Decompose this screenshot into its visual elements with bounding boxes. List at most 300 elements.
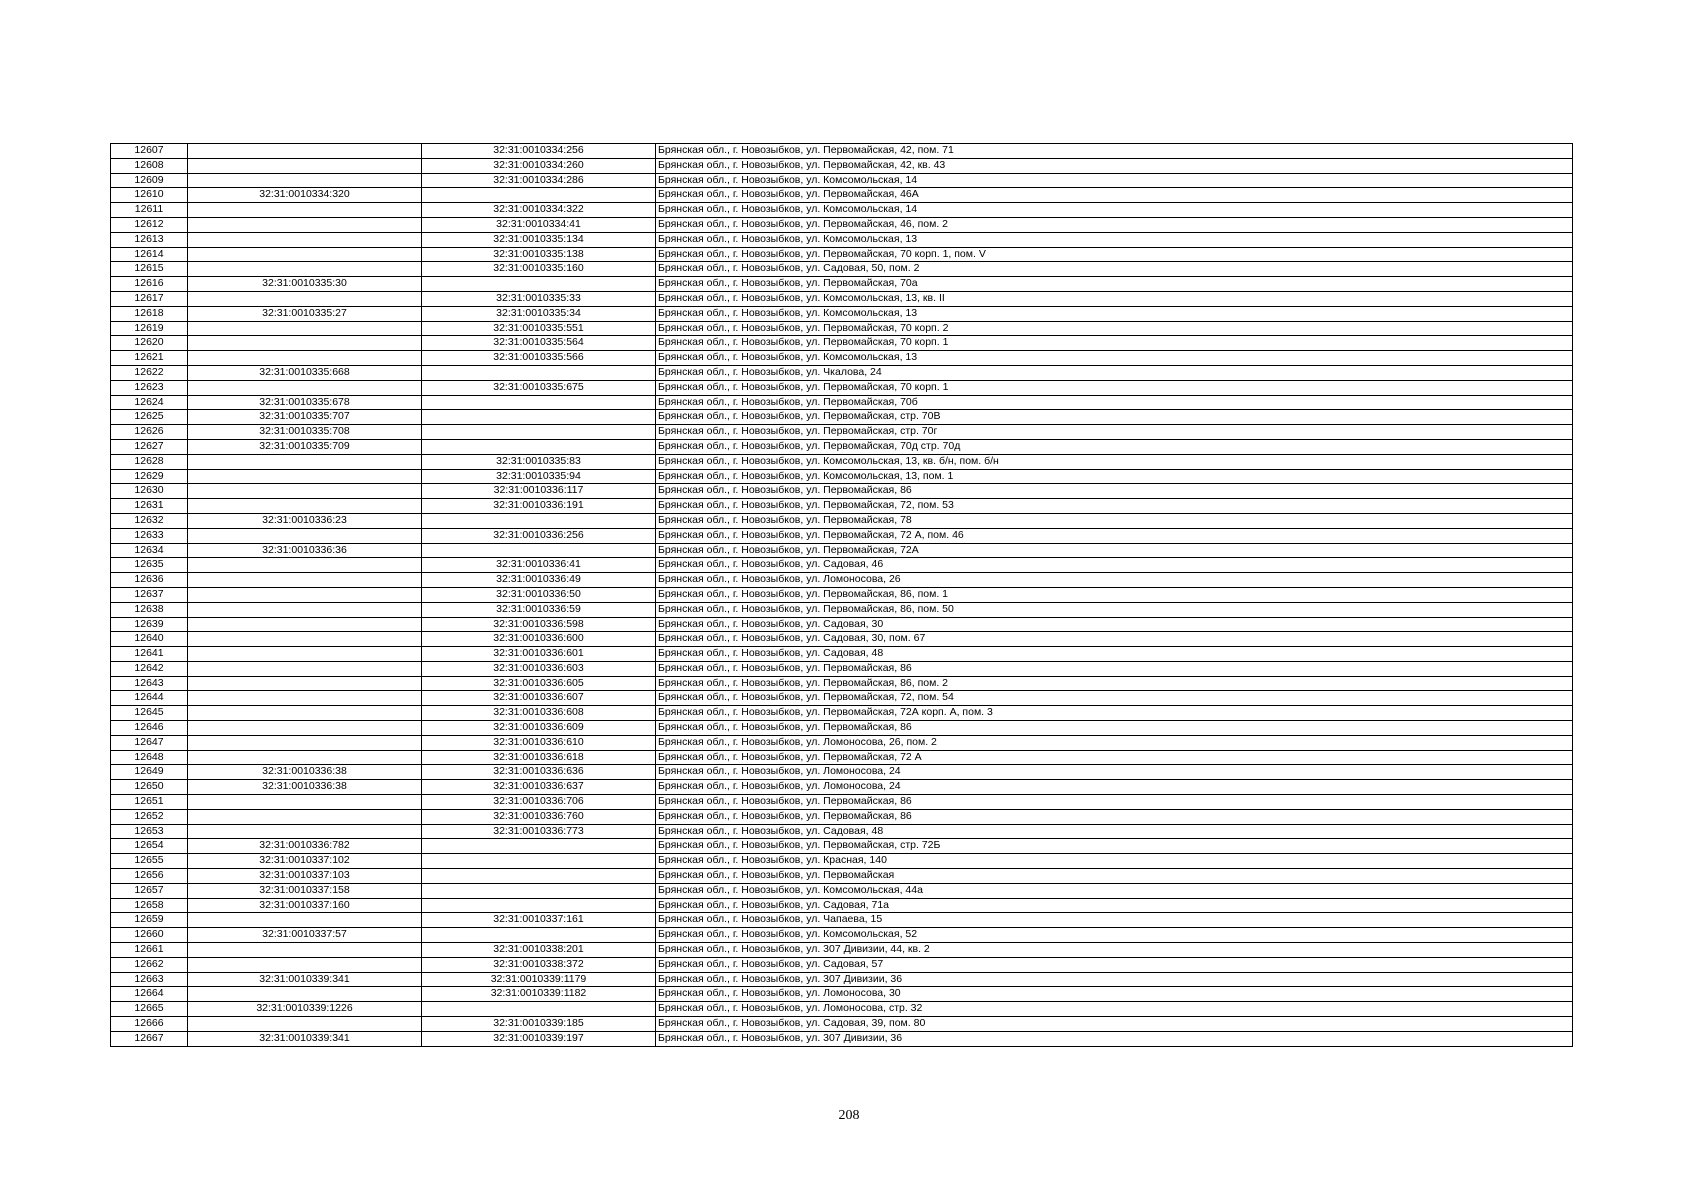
- table-row: [111, 602, 1573, 617]
- cadastral-number-cell: [188, 987, 422, 1002]
- row-number-cell: 12623: [111, 380, 188, 395]
- object-cadastral-number-cell: 32:31:0010334:256: [422, 144, 656, 159]
- cadastral-number-cell: [188, 647, 422, 662]
- table-row: [111, 1017, 1573, 1032]
- object-cadastral-number-cell: 32:31:0010334:41: [422, 217, 656, 232]
- cadastral-table: [110, 143, 1573, 1047]
- address-cell: Брянская обл., г. Новозыбков, ул. Первомайская, 86: [656, 809, 1573, 824]
- object-cadastral-number-cell: 32:31:0010336:601: [422, 647, 656, 662]
- cadastral-number-cell: [188, 351, 422, 366]
- table-row: [111, 262, 1573, 277]
- row-number-cell: 12656: [111, 869, 188, 884]
- address-cell: Брянская обл., г. Новозыбков, ул. Первомайская, 70б: [656, 395, 1573, 410]
- cadastral-number-cell: [188, 706, 422, 721]
- table-row: [111, 721, 1573, 736]
- row-number-cell: 12652: [111, 809, 188, 824]
- address-cell: Брянская обл., г. Новозыбков, ул. Садовая, 71а: [656, 898, 1573, 913]
- address-cell: Брянская обл., г. Новозыбков, ул. Ломоносова, стр. 32: [656, 1002, 1573, 1017]
- object-cadastral-number-cell: 32:31:0010336:41: [422, 558, 656, 573]
- object-cadastral-number-cell: 32:31:0010335:566: [422, 351, 656, 366]
- address-cell: Брянская обл., г. Новозыбков, ул. Комсомольская, 13, кв. II: [656, 291, 1573, 306]
- row-number-cell: 12625: [111, 410, 188, 425]
- row-number-cell: 12612: [111, 217, 188, 232]
- object-cadastral-number-cell: 32:31:0010334:286: [422, 173, 656, 188]
- object-cadastral-number-cell: [422, 425, 656, 440]
- table-row: [111, 513, 1573, 528]
- cadastral-number-cell: [188, 232, 422, 247]
- object-cadastral-number-cell: 32:31:0010336:59: [422, 602, 656, 617]
- row-number-cell: 12638: [111, 602, 188, 617]
- row-number-cell: 12635: [111, 558, 188, 573]
- object-cadastral-number-cell: [422, 188, 656, 203]
- object-cadastral-number-cell: 32:31:0010336:760: [422, 809, 656, 824]
- object-cadastral-number-cell: [422, 439, 656, 454]
- object-cadastral-number-cell: [422, 513, 656, 528]
- row-number-cell: 12651: [111, 795, 188, 810]
- table-row: [111, 987, 1573, 1002]
- object-cadastral-number-cell: 32:31:0010336:618: [422, 750, 656, 765]
- cadastral-number-cell: [188, 691, 422, 706]
- row-number-cell: 12648: [111, 750, 188, 765]
- row-number-cell: 12610: [111, 188, 188, 203]
- table-row: [111, 410, 1573, 425]
- table-row: [111, 291, 1573, 306]
- cadastral-number-cell: [188, 262, 422, 277]
- object-cadastral-number-cell: 32:31:0010335:33: [422, 291, 656, 306]
- table-row: [111, 484, 1573, 499]
- address-cell: Брянская обл., г. Новозыбков, ул. Чапаева, 15: [656, 913, 1573, 928]
- table-row: [111, 928, 1573, 943]
- object-cadastral-number-cell: 32:31:0010336:49: [422, 573, 656, 588]
- table-row: [111, 839, 1573, 854]
- address-cell: Брянская обл., г. Новозыбков, ул. Первомайская, 72А: [656, 543, 1573, 558]
- cadastral-number-cell: 32:31:0010336:23: [188, 513, 422, 528]
- address-cell: Брянская обл., г. Новозыбков, ул. 307 Дивизии, 36: [656, 1031, 1573, 1046]
- cadastral-number-cell: [188, 158, 422, 173]
- row-number-cell: 12640: [111, 632, 188, 647]
- object-cadastral-number-cell: [422, 395, 656, 410]
- row-number-cell: 12632: [111, 513, 188, 528]
- row-number-cell: 12642: [111, 661, 188, 676]
- address-cell: Брянская обл., г. Новозыбков, ул. Первомайская, стр. 70г: [656, 425, 1573, 440]
- address-cell: Брянская обл., г. Новозыбков, ул. Ломоносова, 30: [656, 987, 1573, 1002]
- row-number-cell: 12617: [111, 291, 188, 306]
- object-cadastral-number-cell: 32:31:0010336:636: [422, 765, 656, 780]
- cadastral-number-cell: 32:31:0010336:782: [188, 839, 422, 854]
- cadastral-number-cell: 32:31:0010337:103: [188, 869, 422, 884]
- row-number-cell: 12655: [111, 854, 188, 869]
- cadastral-number-cell: [188, 217, 422, 232]
- row-number-cell: 12621: [111, 351, 188, 366]
- object-cadastral-number-cell: [422, 854, 656, 869]
- row-number-cell: 12650: [111, 780, 188, 795]
- table-row: [111, 632, 1573, 647]
- table-row: [111, 351, 1573, 366]
- cadastral-number-cell: 32:31:0010335:27: [188, 306, 422, 321]
- address-cell: Брянская обл., г. Новозыбков, ул. Комсомольская, 13, пом. 1: [656, 469, 1573, 484]
- object-cadastral-number-cell: [422, 869, 656, 884]
- address-cell: Брянская обл., г. Новозыбков, ул. Первомайская, 70 корп. 2: [656, 321, 1573, 336]
- cadastral-number-cell: [188, 203, 422, 218]
- cadastral-number-cell: [188, 1017, 422, 1032]
- cadastral-number-cell: [188, 528, 422, 543]
- address-cell: Брянская обл., г. Новозыбков, ул. Первомайская, 46, пом. 2: [656, 217, 1573, 232]
- object-cadastral-number-cell: 32:31:0010335:94: [422, 469, 656, 484]
- table-row: [111, 869, 1573, 884]
- cadastral-number-cell: 32:31:0010339:1226: [188, 1002, 422, 1017]
- object-cadastral-number-cell: 32:31:0010339:197: [422, 1031, 656, 1046]
- table-row: [111, 306, 1573, 321]
- row-number-cell: 12614: [111, 247, 188, 262]
- cadastral-number-cell: [188, 558, 422, 573]
- row-number-cell: 12664: [111, 987, 188, 1002]
- address-cell: Брянская обл., г. Новозыбков, ул. Первомайская, 70а: [656, 277, 1573, 292]
- table-row: [111, 425, 1573, 440]
- address-cell: Брянская обл., г. Новозыбков, ул. Первомайская, стр. 72Б: [656, 839, 1573, 854]
- row-number-cell: 12627: [111, 439, 188, 454]
- table-row: [111, 1002, 1573, 1017]
- cadastral-number-cell: [188, 336, 422, 351]
- object-cadastral-number-cell: 32:31:0010336:706: [422, 795, 656, 810]
- table-row: [111, 144, 1573, 159]
- address-cell: Брянская обл., г. Новозыбков, ул. Первомайская, 70д стр. 70д: [656, 439, 1573, 454]
- address-cell: Брянская обл., г. Новозыбков, ул. Комсомольская, 44а: [656, 883, 1573, 898]
- object-cadastral-number-cell: 32:31:0010336:610: [422, 735, 656, 750]
- cadastral-number-cell: [188, 809, 422, 824]
- cadastral-number-cell: [188, 454, 422, 469]
- object-cadastral-number-cell: 32:31:0010336:608: [422, 706, 656, 721]
- address-cell: Брянская обл., г. Новозыбков, ул. Садовая, 50, пом. 2: [656, 262, 1573, 277]
- table-row: [111, 543, 1573, 558]
- object-cadastral-number-cell: 32:31:0010336:600: [422, 632, 656, 647]
- cadastral-number-cell: 32:31:0010335:708: [188, 425, 422, 440]
- address-cell: Брянская обл., г. Новозыбков, ул. Садовая, 48: [656, 824, 1573, 839]
- row-number-cell: 12607: [111, 144, 188, 159]
- table-row: [111, 750, 1573, 765]
- cadastral-number-cell: 32:31:0010337:158: [188, 883, 422, 898]
- table-row: [111, 943, 1573, 958]
- cadastral-number-cell: [188, 632, 422, 647]
- cadastral-number-cell: 32:31:0010336:38: [188, 765, 422, 780]
- row-number-cell: 12659: [111, 913, 188, 928]
- table-row: [111, 795, 1573, 810]
- address-cell: Брянская обл., г. Новозыбков, ул. Первомайская, стр. 70В: [656, 410, 1573, 425]
- table-row: [111, 809, 1573, 824]
- row-number-cell: 12663: [111, 972, 188, 987]
- row-number-cell: 12653: [111, 824, 188, 839]
- object-cadastral-number-cell: 32:31:0010336:256: [422, 528, 656, 543]
- table-row: [111, 573, 1573, 588]
- address-cell: Брянская обл., г. Новозыбков, ул. Первомайская, 72, пом. 53: [656, 499, 1573, 514]
- cadastral-number-cell: [188, 484, 422, 499]
- cadastral-number-cell: [188, 247, 422, 262]
- table-row: [111, 321, 1573, 336]
- address-cell: Брянская обл., г. Новозыбков, ул. Первомайская: [656, 869, 1573, 884]
- cadastral-number-cell: 32:31:0010339:341: [188, 972, 422, 987]
- cadastral-number-cell: [188, 735, 422, 750]
- object-cadastral-number-cell: 32:31:0010336:605: [422, 676, 656, 691]
- address-cell: Брянская обл., г. Новозыбков, ул. Комсомольская, 13: [656, 351, 1573, 366]
- row-number-cell: 12616: [111, 277, 188, 292]
- table-row: [111, 380, 1573, 395]
- address-cell: Брянская обл., г. Новозыбков, ул. Первомайская, 72, пом. 54: [656, 691, 1573, 706]
- address-cell: Брянская обл., г. Новозыбков, ул. Садовая, 30: [656, 617, 1573, 632]
- address-cell: Брянская обл., г. Новозыбков, ул. Первомайская, 70 корп. 1, пом. V: [656, 247, 1573, 262]
- object-cadastral-number-cell: 32:31:0010339:1179: [422, 972, 656, 987]
- address-cell: Брянская обл., г. Новозыбков, ул. Комсомольская, 14: [656, 173, 1573, 188]
- row-number-cell: 12628: [111, 454, 188, 469]
- table-row: [111, 188, 1573, 203]
- cadastral-number-cell: 32:31:0010335:707: [188, 410, 422, 425]
- address-cell: Брянская обл., г. Новозыбков, ул. 307 Дивизии, 44, кв. 2: [656, 943, 1573, 958]
- table-row: [111, 661, 1573, 676]
- cadastral-number-cell: [188, 721, 422, 736]
- address-cell: Брянская обл., г. Новозыбков, ул. Первомайская, 86, пом. 50: [656, 602, 1573, 617]
- object-cadastral-number-cell: 32:31:0010335:83: [422, 454, 656, 469]
- address-cell: Брянская обл., г. Новозыбков, ул. Первомайская, 42, кв. 43: [656, 158, 1573, 173]
- cadastral-number-cell: 32:31:0010335:678: [188, 395, 422, 410]
- table-row: [111, 217, 1573, 232]
- address-cell: Брянская обл., г. Новозыбков, ул. Первомайская, 86: [656, 661, 1573, 676]
- cadastral-number-cell: 32:31:0010334:320: [188, 188, 422, 203]
- table-row: [111, 824, 1573, 839]
- cadastral-number-cell: 32:31:0010336:38: [188, 780, 422, 795]
- table-row: [111, 1031, 1573, 1046]
- address-cell: Брянская обл., г. Новозыбков, ул. Первомайская, 86, пом. 1: [656, 587, 1573, 602]
- table-row: [111, 395, 1573, 410]
- row-number-cell: 12624: [111, 395, 188, 410]
- address-cell: Брянская обл., г. Новозыбков, ул. Первомайская, 86: [656, 484, 1573, 499]
- table-row: [111, 676, 1573, 691]
- row-number-cell: 12631: [111, 499, 188, 514]
- object-cadastral-number-cell: [422, 1002, 656, 1017]
- row-number-cell: 12626: [111, 425, 188, 440]
- address-cell: Брянская обл., г. Новозыбков, ул. Чкалова, 24: [656, 365, 1573, 380]
- table-row: [111, 439, 1573, 454]
- cadastral-number-cell: [188, 617, 422, 632]
- table-row: [111, 972, 1573, 987]
- object-cadastral-number-cell: 32:31:0010338:372: [422, 957, 656, 972]
- object-cadastral-number-cell: [422, 543, 656, 558]
- object-cadastral-number-cell: 32:31:0010334:322: [422, 203, 656, 218]
- table-row: [111, 957, 1573, 972]
- object-cadastral-number-cell: [422, 839, 656, 854]
- object-cadastral-number-cell: 32:31:0010336:773: [422, 824, 656, 839]
- cadastral-number-cell: [188, 957, 422, 972]
- row-number-cell: 12634: [111, 543, 188, 558]
- table-row: [111, 647, 1573, 662]
- row-number-cell: 12666: [111, 1017, 188, 1032]
- address-cell: Брянская обл., г. Новозыбков, ул. Садовая, 39, пом. 80: [656, 1017, 1573, 1032]
- object-cadastral-number-cell: [422, 277, 656, 292]
- row-number-cell: 12629: [111, 469, 188, 484]
- object-cadastral-number-cell: 32:31:0010339:1182: [422, 987, 656, 1002]
- address-cell: Брянская обл., г. Новозыбков, ул. Первомайская, 70 корп. 1: [656, 380, 1573, 395]
- address-cell: Брянская обл., г. Новозыбков, ул. Садовая, 30, пом. 67: [656, 632, 1573, 647]
- row-number-cell: 12660: [111, 928, 188, 943]
- object-cadastral-number-cell: 32:31:0010335:160: [422, 262, 656, 277]
- page-number: 208: [838, 1108, 860, 1123]
- table-row: [111, 617, 1573, 632]
- table-row: [111, 232, 1573, 247]
- cadastral-number-cell: [188, 676, 422, 691]
- object-cadastral-number-cell: [422, 883, 656, 898]
- table-row: [111, 913, 1573, 928]
- table-row: [111, 528, 1573, 543]
- object-cadastral-number-cell: 32:31:0010336:598: [422, 617, 656, 632]
- object-cadastral-number-cell: [422, 365, 656, 380]
- row-number-cell: 12645: [111, 706, 188, 721]
- row-number-cell: 12667: [111, 1031, 188, 1046]
- table-row: [111, 706, 1573, 721]
- table-row: [111, 558, 1573, 573]
- object-cadastral-number-cell: 32:31:0010336:637: [422, 780, 656, 795]
- table-row: [111, 365, 1573, 380]
- address-cell: Брянская обл., г. Новозыбков, ул. Первомайская, 46А: [656, 188, 1573, 203]
- object-cadastral-number-cell: 32:31:0010335:564: [422, 336, 656, 351]
- row-number-cell: 12661: [111, 943, 188, 958]
- table-row: [111, 883, 1573, 898]
- cadastral-number-cell: [188, 943, 422, 958]
- table-row: [111, 691, 1573, 706]
- address-cell: Брянская обл., г. Новозыбков, ул. Красная, 140: [656, 854, 1573, 869]
- row-number-cell: 12633: [111, 528, 188, 543]
- object-cadastral-number-cell: 32:31:0010334:260: [422, 158, 656, 173]
- cadastral-number-cell: [188, 573, 422, 588]
- object-cadastral-number-cell: 32:31:0010339:185: [422, 1017, 656, 1032]
- address-cell: Брянская обл., г. Новозыбков, ул. Садовая, 46: [656, 558, 1573, 573]
- row-number-cell: 12646: [111, 721, 188, 736]
- cadastral-number-cell: [188, 661, 422, 676]
- row-number-cell: 12649: [111, 765, 188, 780]
- address-cell: Брянская обл., г. Новозыбков, ул. Первомайская, 86, пом. 2: [656, 676, 1573, 691]
- address-cell: Брянская обл., г. Новозыбков, ул. Комсомольская, 52: [656, 928, 1573, 943]
- address-cell: Брянская обл., г. Новозыбков, ул. Первомайская, 72 А: [656, 750, 1573, 765]
- object-cadastral-number-cell: 32:31:0010335:134: [422, 232, 656, 247]
- table-row: [111, 247, 1573, 262]
- object-cadastral-number-cell: 32:31:0010336:603: [422, 661, 656, 676]
- object-cadastral-number-cell: [422, 410, 656, 425]
- cadastral-number-cell: [188, 499, 422, 514]
- cadastral-number-cell: [188, 321, 422, 336]
- cadastral-number-cell: [188, 291, 422, 306]
- object-cadastral-number-cell: 32:31:0010336:607: [422, 691, 656, 706]
- row-number-cell: 12620: [111, 336, 188, 351]
- table-row: [111, 173, 1573, 188]
- table-row: [111, 780, 1573, 795]
- row-number-cell: 12657: [111, 883, 188, 898]
- address-cell: Брянская обл., г. Новозыбков, ул. Первомайская, 86: [656, 721, 1573, 736]
- address-cell: Брянская обл., г. Новозыбков, ул. Ломоносова, 24: [656, 765, 1573, 780]
- address-cell: Брянская обл., г. Новозыбков, ул. Садовая, 48: [656, 647, 1573, 662]
- object-cadastral-number-cell: 32:31:0010335:675: [422, 380, 656, 395]
- cadastral-number-cell: [188, 913, 422, 928]
- table-row: [111, 454, 1573, 469]
- address-cell: Брянская обл., г. Новозыбков, ул. Ломоносова, 24: [656, 780, 1573, 795]
- row-number-cell: 12662: [111, 957, 188, 972]
- address-cell: Брянская обл., г. Новозыбков, ул. Первомайская, 78: [656, 513, 1573, 528]
- cadastral-number-cell: [188, 469, 422, 484]
- row-number-cell: 12643: [111, 676, 188, 691]
- row-number-cell: 12639: [111, 617, 188, 632]
- address-cell: Брянская обл., г. Новозыбков, ул. Садовая, 57: [656, 957, 1573, 972]
- address-cell: Брянская обл., г. Новозыбков, ул. Первомайская, 42, пом. 71: [656, 144, 1573, 159]
- address-cell: Брянская обл., г. Новозыбков, ул. Первомайская, 86: [656, 795, 1573, 810]
- object-cadastral-number-cell: [422, 928, 656, 943]
- cadastral-number-cell: 32:31:0010337:102: [188, 854, 422, 869]
- table-row: [111, 898, 1573, 913]
- table-body: [111, 144, 1573, 1047]
- row-number-cell: 12665: [111, 1002, 188, 1017]
- row-number-cell: 12611: [111, 203, 188, 218]
- cadastral-number-cell: 32:31:0010335:30: [188, 277, 422, 292]
- row-number-cell: 12637: [111, 587, 188, 602]
- cadastral-number-cell: [188, 380, 422, 395]
- object-cadastral-number-cell: 32:31:0010338:201: [422, 943, 656, 958]
- cadastral-number-cell: 32:31:0010337:160: [188, 898, 422, 913]
- cadastral-number-cell: [188, 602, 422, 617]
- table-row: [111, 277, 1573, 292]
- cadastral-number-cell: [188, 750, 422, 765]
- table-row: [111, 203, 1573, 218]
- table-row: [111, 735, 1573, 750]
- row-number-cell: 12608: [111, 158, 188, 173]
- row-number-cell: 12619: [111, 321, 188, 336]
- row-number-cell: 12644: [111, 691, 188, 706]
- object-cadastral-number-cell: 32:31:0010336:117: [422, 484, 656, 499]
- row-number-cell: 12613: [111, 232, 188, 247]
- cadastral-number-cell: 32:31:0010339:341: [188, 1031, 422, 1046]
- table-row: [111, 587, 1573, 602]
- address-cell: Брянская обл., г. Новозыбков, ул. Комсомольская, 13, кв. б/н, пом. б/н: [656, 454, 1573, 469]
- object-cadastral-number-cell: 32:31:0010336:609: [422, 721, 656, 736]
- cadastral-number-cell: [188, 795, 422, 810]
- cadastral-number-cell: 32:31:0010336:36: [188, 543, 422, 558]
- cadastral-number-cell: 32:31:0010337:57: [188, 928, 422, 943]
- address-cell: Брянская обл., г. Новозыбков, ул. Ломоносова, 26: [656, 573, 1573, 588]
- cadastral-number-cell: 32:31:0010335:668: [188, 365, 422, 380]
- address-cell: Брянская обл., г. Новозыбков, ул. Ломоносова, 26, пом. 2: [656, 735, 1573, 750]
- object-cadastral-number-cell: 32:31:0010336:50: [422, 587, 656, 602]
- row-number-cell: 12622: [111, 365, 188, 380]
- object-cadastral-number-cell: 32:31:0010335:34: [422, 306, 656, 321]
- object-cadastral-number-cell: 32:31:0010336:191: [422, 499, 656, 514]
- table-row: [111, 158, 1573, 173]
- object-cadastral-number-cell: 32:31:0010337:161: [422, 913, 656, 928]
- row-number-cell: 12654: [111, 839, 188, 854]
- row-number-cell: 12636: [111, 573, 188, 588]
- row-number-cell: 12618: [111, 306, 188, 321]
- object-cadastral-number-cell: 32:31:0010335:138: [422, 247, 656, 262]
- object-cadastral-number-cell: 32:31:0010335:551: [422, 321, 656, 336]
- table-row: [111, 499, 1573, 514]
- address-cell: Брянская обл., г. Новозыбков, ул. Первомайская, 70 корп. 1: [656, 336, 1573, 351]
- table-row: [111, 336, 1573, 351]
- row-number-cell: 12641: [111, 647, 188, 662]
- table-row: [111, 765, 1573, 780]
- address-cell: Брянская обл., г. Новозыбков, ул. Комсомольская, 13: [656, 306, 1573, 321]
- cadastral-number-cell: [188, 824, 422, 839]
- row-number-cell: 12615: [111, 262, 188, 277]
- cadastral-number-cell: [188, 587, 422, 602]
- table-row: [111, 469, 1573, 484]
- address-cell: Брянская обл., г. Новозыбков, ул. 307 Дивизии, 36: [656, 972, 1573, 987]
- address-cell: Брянская обл., г. Новозыбков, ул. Первомайская, 72А корп. А, пом. 3: [656, 706, 1573, 721]
- address-cell: Брянская обл., г. Новозыбков, ул. Комсомольская, 13: [656, 232, 1573, 247]
- row-number-cell: 12658: [111, 898, 188, 913]
- cadastral-number-cell: [188, 144, 422, 159]
- row-number-cell: 12609: [111, 173, 188, 188]
